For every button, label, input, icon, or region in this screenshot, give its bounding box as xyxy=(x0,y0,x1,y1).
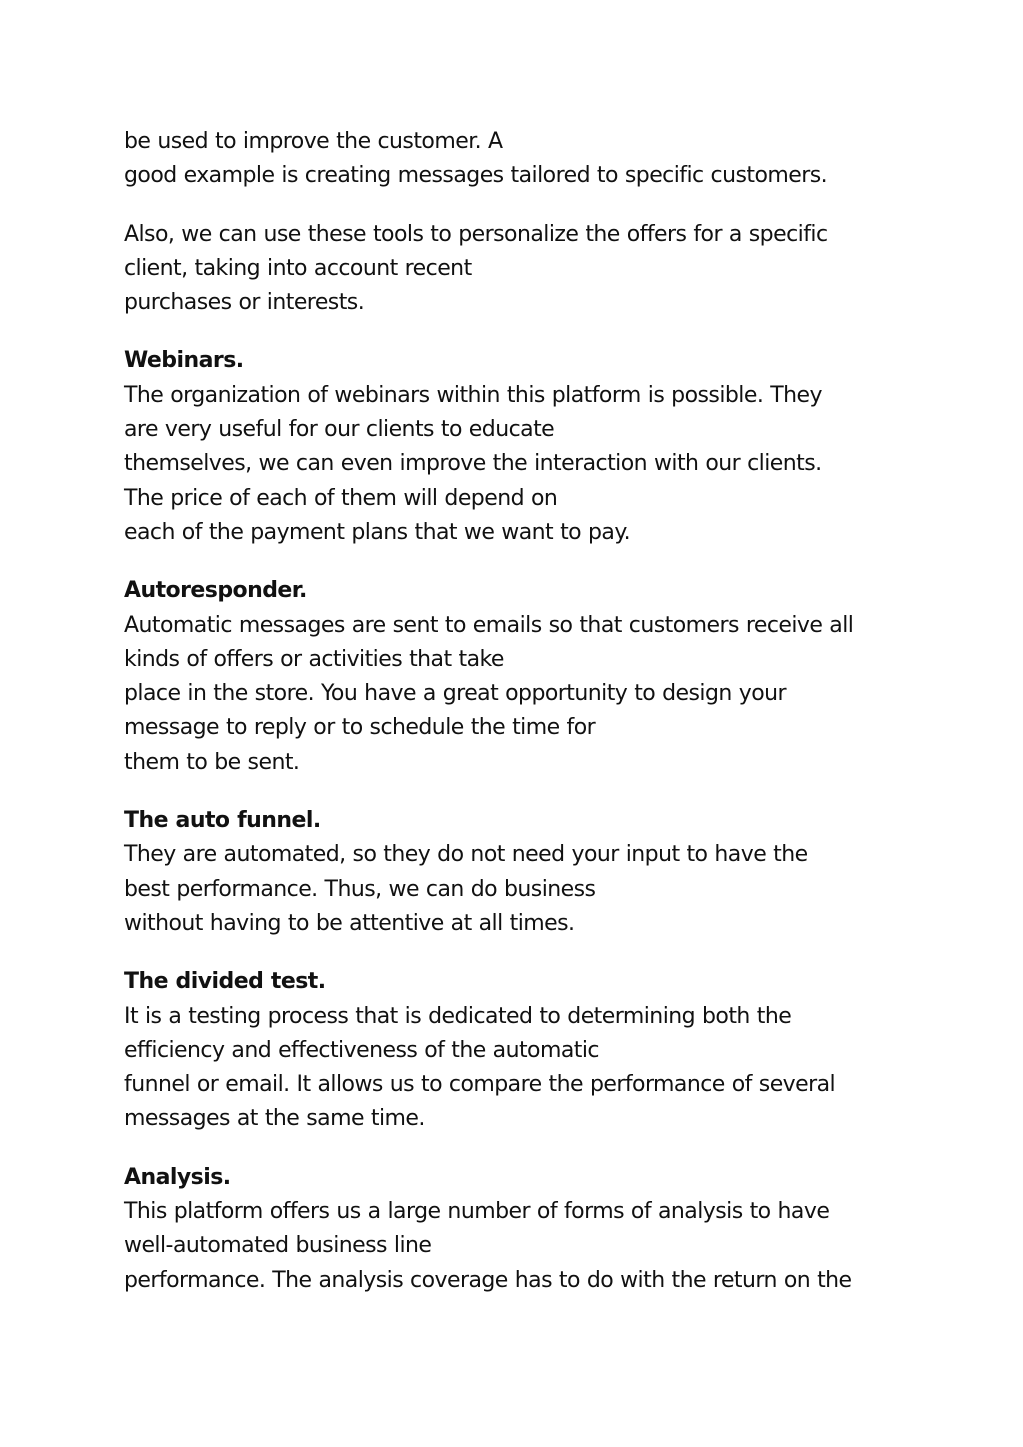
analysis-line: well-automated business line xyxy=(124,1233,432,1259)
document-body xyxy=(124,125,914,1322)
auto-funnel-section xyxy=(124,804,914,941)
webinars-heading: Webinars. xyxy=(124,348,244,374)
personalize-line: purchases or interests. xyxy=(124,290,365,316)
autoresponder-line: place in the store. You have a great opportunity to design your xyxy=(124,681,787,707)
intro-paragraph xyxy=(124,125,914,194)
webinars-line: themselves, we can even improve the interaction with our clients. xyxy=(124,451,822,477)
webinars-line: each of the payment plans that we want to pay. xyxy=(124,519,631,545)
auto-funnel-line: without having to be attentive at all times. xyxy=(124,910,575,936)
autoresponder-line: kinds of offers or activities that take xyxy=(124,646,504,672)
divided-test-line: funnel or email. It allows us to compare the performance of several xyxy=(124,1072,836,1098)
personalize-paragraph xyxy=(124,218,914,321)
divided-test-heading: The divided test. xyxy=(124,969,326,995)
autoresponder-line: them to be sent. xyxy=(124,749,300,775)
analysis-line: This platform offers us a large number of forms of analysis to have xyxy=(124,1199,830,1225)
autoresponder-line: message to reply or to schedule the time for xyxy=(124,715,596,741)
divided-test-line: It is a testing process that is dedicated to determining both the xyxy=(124,1003,792,1029)
analysis-section xyxy=(124,1161,914,1298)
webinars-line: The price of each of them will depend on xyxy=(124,485,558,511)
intro-line: good example is creating messages tailored to specific customers. xyxy=(124,163,828,189)
auto-funnel-line: best performance. Thus, we can do business xyxy=(124,876,596,902)
webinars-line: The organization of webinars within this platform is possible. They xyxy=(124,382,822,408)
auto-funnel-heading: The auto funnel. xyxy=(124,808,321,834)
personalize-line: client, taking into account recent xyxy=(124,255,472,281)
autoresponder-section xyxy=(124,574,914,780)
divided-test-line: efficiency and effectiveness of the automatic xyxy=(124,1037,599,1063)
intro-line: be used to improve the customer. A xyxy=(124,129,503,154)
analysis-heading: Analysis. xyxy=(124,1164,231,1190)
divided-test-section xyxy=(124,965,914,1136)
divided-test-line: messages at the same time. xyxy=(124,1106,425,1132)
webinars-line: are very useful for our clients to educate xyxy=(124,417,555,443)
autoresponder-line: Automatic messages are sent to emails so that customers receive all xyxy=(124,612,854,638)
auto-funnel-line: They are automated, so they do not need your input to have the xyxy=(124,842,808,868)
analysis-line: performance. The analysis coverage has to do with the return on the xyxy=(124,1267,852,1293)
autoresponder-heading: Autoresponder. xyxy=(124,578,307,604)
webinars-section xyxy=(124,344,914,550)
personalize-line: Also, we can use these tools to personalize the offers for a specific xyxy=(124,221,828,247)
